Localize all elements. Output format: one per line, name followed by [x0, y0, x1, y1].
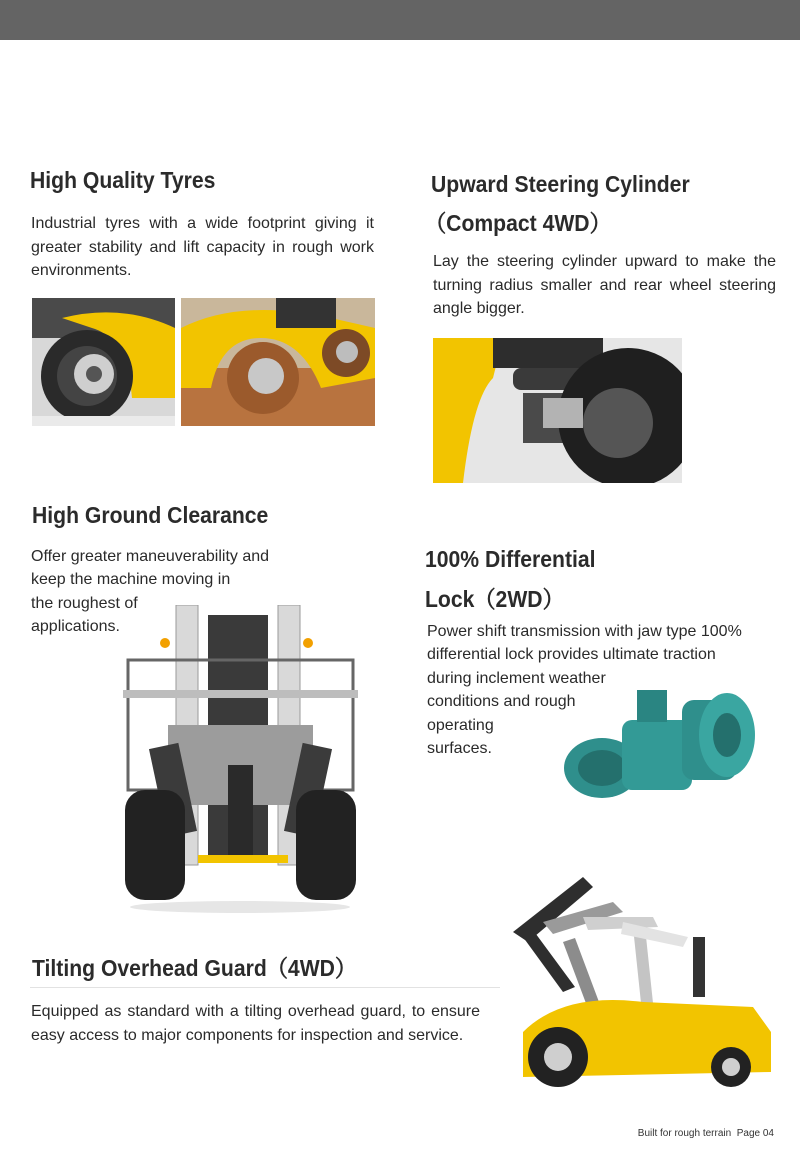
differential-body-line3: during inclement weather	[427, 670, 606, 687]
clearance-body-line3: the roughest of	[31, 595, 138, 612]
steering-body: Lay the steering cylinder upward to make the turning radius smaller and rear wheel steering angle bigger.	[433, 253, 776, 317]
footer-tagline: Built for rough terrain	[637, 1128, 732, 1139]
differential-title-line2: Lock（2WD）	[425, 586, 564, 612]
top-bar	[0, 0, 800, 40]
differential-body-line2: differential lock provides ultimate traction	[427, 646, 716, 663]
clearance-title: High Ground Clearance	[32, 502, 269, 528]
page-number: Page 04	[736, 1128, 774, 1139]
tyres-title: High Quality Tyres	[30, 167, 216, 193]
page-footer	[638, 1128, 774, 1139]
tyres-body: Industrial tyres with a wide footprint giving it greater stability and lift capacity in rough work environments.	[31, 215, 374, 279]
differential-gearbox-render	[562, 680, 757, 808]
guard-title: Tilting Overhead Guard（4WD）	[32, 955, 357, 981]
differential-body-line5: operating	[427, 717, 494, 734]
differential-body-line6: surfaces.	[427, 740, 492, 757]
steering-title-line2: （Compact 4WD）	[425, 210, 611, 236]
clearance-body-line4: applications.	[31, 618, 120, 635]
tyre-photo-left	[32, 298, 175, 426]
steering-title-line1: Upward Steering Cylinder	[431, 171, 690, 197]
clearance-body-line2: keep the machine moving in	[31, 571, 231, 588]
clearance-body-line1: Offer greater maneuverability and	[31, 548, 270, 565]
differential-body-line4: conditions and rough	[427, 693, 576, 710]
forklift-front-photo	[118, 605, 363, 915]
guard-body: Equipped as standard with a tilting overhead guard, to ensure easy access to major components for inspection and service.	[31, 1003, 480, 1044]
divider-line	[30, 987, 500, 988]
differential-body-line1: Power shift transmission with jaw type 100%	[427, 623, 742, 640]
steering-cylinder-photo	[433, 338, 682, 483]
tyre-photo-right	[181, 298, 375, 426]
tilting-guard-photo	[503, 872, 775, 1088]
differential-title-line1: 100% Differential	[425, 546, 596, 572]
